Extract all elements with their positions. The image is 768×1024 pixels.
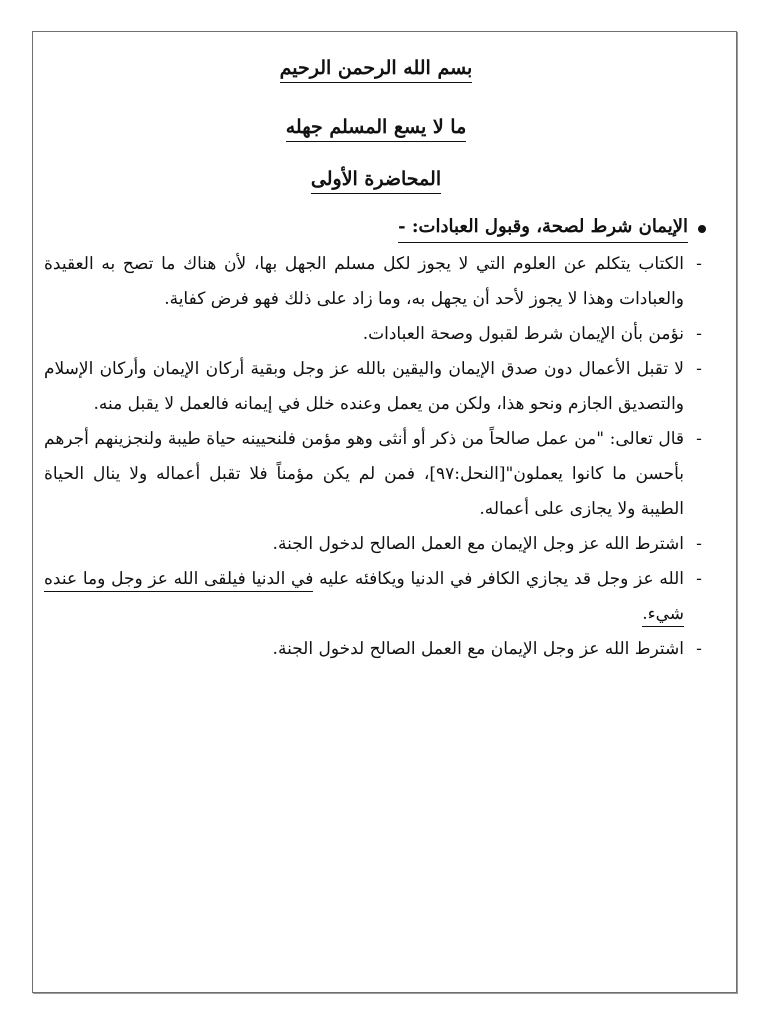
bullet-dot-icon (698, 225, 706, 233)
list-item (44, 422, 708, 527)
dash-marker: - (696, 324, 702, 344)
list-item-text (44, 562, 690, 632)
list-item-text: نؤمن بأن الإيمان شرط لقبول وصحة العبادات. (362, 324, 684, 344)
lecture-title-text: المحاضرة الأولى (311, 168, 441, 194)
list-item (44, 527, 708, 562)
dash-marker: - (696, 359, 702, 379)
list-item-text: الكتاب يتكلم عن العلوم التي لا يجوز لكل مسلم الجهل بها، لأن هناك ما تصح به العقيدة والعبادات وهذا لا يجوز لأحد أن يجهل به، وما زاد على ذلك فهو فرض كفاية. (44, 254, 684, 309)
list-item-text-plain: الله عز وجل قد يجازي الكافر في الدنيا ويكافئه عليه (313, 569, 684, 589)
list-item (44, 352, 708, 422)
section-heading-text: الإيمان شرط لصحة، وقبول العبادات: - (398, 214, 688, 243)
list-item-text: اشترط الله عز وجل الإيمان مع العمل الصالح لدخول الجنة. (272, 534, 684, 554)
basmala-text: بسم الله الرحمن الرحيم (280, 57, 473, 83)
dash-marker: - (696, 254, 702, 274)
dash-marker: - (696, 534, 702, 554)
dash-marker: - (696, 429, 702, 449)
book-title-text: ما لا يسع المسلم جهله (286, 116, 467, 142)
list-item (44, 247, 708, 317)
book-title (44, 115, 708, 140)
document-body (44, 44, 708, 667)
list-item-text: اشترط الله عز وجل الإيمان مع العمل الصالح لدخول الجنة. (272, 639, 684, 659)
point-list (44, 247, 708, 667)
dash-marker: - (696, 639, 702, 659)
lecture-title (44, 167, 708, 192)
section-heading (44, 214, 708, 243)
list-item (44, 317, 708, 352)
dash-marker: - (696, 569, 702, 589)
list-item-text: قال تعالى: "من عمل صالحاً من ذكر أو أنثى وهو مؤمن فلنحيينه حياة طيبة ولنجزينهم أجرهم بأحسن ما كانوا يعملون"[النحل:٩٧]، فمن لم يكن مؤمناً فلا تقبل أعماله ولا ينال الحياة الطيبة ولا يجازى على أعماله. (44, 429, 685, 519)
list-item (44, 632, 708, 667)
basmala (44, 56, 708, 81)
list-item-text: لا تقبل الأعمال دون صدق الإيمان واليقين بالله عز وجل وبقية أركان الإيمان وأركان الإسلام والتصديق الجازم ونحو هذا، ولكن من يعمل وعنده خلل في إيمانه فالعمل لا يقبل منه. (44, 359, 684, 414)
underlined-phrase: في الدنيا فيلقى الله عز وجل وما عنده شيء. (44, 569, 684, 627)
list-item (44, 562, 708, 632)
